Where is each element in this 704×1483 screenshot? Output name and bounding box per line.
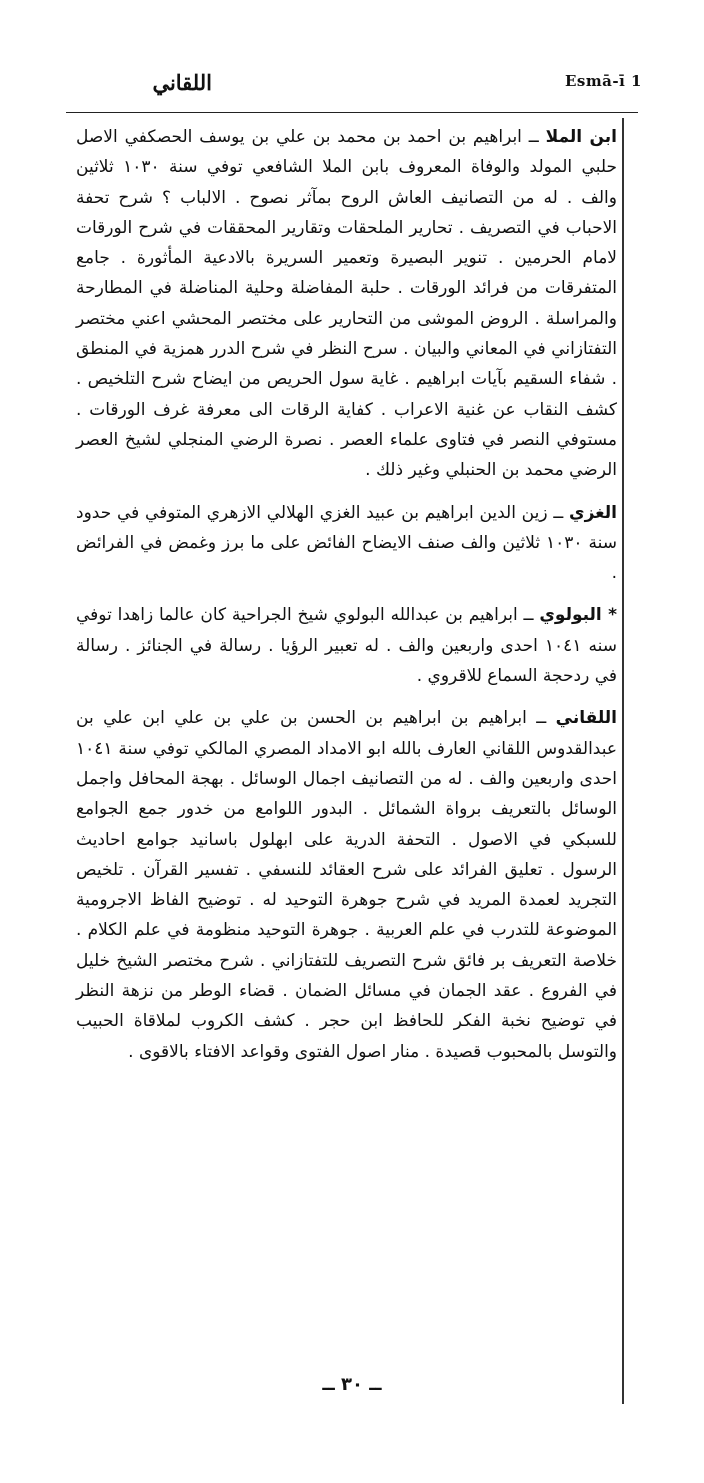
entry-text: ــ ابراهيم بن احمد بن محمد بن علي بن يوسف الحصكفي الاصل حلبي المولد والوفاة المعروف بابن الملا الشافعي توفي سنة ١٠٣٠ ثلاثين والف . له من التصانيف العاش الروح بمآثر نصوح . الالباب ؟ شرح تحفة الاحباب في التصريف . تحارير الملحقات وتقارير المحققات في شرح الورقات لامام الحرمين . تنوير البصيرة وتعمير السريرة بالادعية المأثورة . جامع المتفرقات من فرائد الورقات . حلبة المفاضلة وحلية المناضلة في المطارحة والمراسلة . الروض الموشى من التحارير على مختصر المحشي اعني مختصر التفتازاني في المعاني والبيان . سرح النظر في شرح الدرر همزية في المنطق . شفاء السقيم بآيات ابراهيم . غاية سول الحريص من ايضاح شرح التلخيص . كشف النقاب عن غنية الاعراب . كفاية الرقات الى معرفة غرف الورقات . مستوفي النصر في فتاوى علماء العصر . نصرة الرضي المنجلي لشيخ العصر الرضي محمد بن الحنبلي وغير ذلك . xyxy=(76,127,617,481)
entry-al-ghazzi xyxy=(76,498,617,589)
entry-ibn-al-mulla xyxy=(76,122,617,486)
margin-rule xyxy=(622,118,624,1404)
entry-heading: اللقاني xyxy=(555,708,617,729)
entry-heading: الغزي xyxy=(569,502,617,523)
entry-al-bolawi xyxy=(76,600,617,691)
entry-al-laqani xyxy=(76,703,617,1067)
header-rule xyxy=(66,112,638,113)
body-text xyxy=(76,122,617,1067)
entry-heading: * البولوي xyxy=(539,605,617,626)
entry-text: ــ ابراهيم بن ابراهيم بن الحسن بن علي بن علي ابن علي بن عبدالقدوس اللقاني العارف بالله ابو الامداد المصري المالكي توفي سنة ١٠٤١ احدى واربعين والف . له من التصانيف اجمال الوسائل . بهجة المحافل واجمل الوسائل بالتعريف برواة الشمائل . البدور اللوامع من خدور جمع الجوامع للسبكي في الاصول . التحفة الدرية على ابهلول باسانيد جوامع احاديث الرسول . تعليق الفرائد على شرح العقائد للنسفي . تفسير القرآن . تلخيص التجريد لعمدة المريد في شرح جوهرة التوحيد له . توضيح الفاظ الاجرومية الموضوعة للتدرب في علم العربية . جوهرة التوحيد منظومة في علم الكلام . خلاصة التعريف بر فائق شرح التصريف للتفتازاني . شرح مختصر الشيخ خليل في الفروع . عقد الجمان في مسائل الضمان . قضاء الوطر من نزهة النظر في توضيح نخبة الفكر للحافظ ابن حجر . كشف الكروب لملاقاة الحبيب والتوسل بالمحبوب قصيدة . منار اصول الفتوى وقواعد الافتاء بالاقوى . xyxy=(76,708,617,1062)
running-head xyxy=(60,70,642,100)
running-head-title: اللقاني xyxy=(152,70,212,95)
page-number: ــ ٣٠ ــ xyxy=(322,1374,382,1395)
entry-text: ــ زين الدين ابراهيم بن عبيد الغزي الهلالي الازهري المتوفي في حدود سنة ١٠٣٠ ثلاثين والف صنف الايضاح الفائض على ما برز وغمض في الفرائض . xyxy=(76,502,617,584)
entry-text: ــ ابراهيم بن عبدالله البولوي شيخ الجراحية كان عالما زاهدا توفي سنه ١٠٤١ احدى واربعين والف . له تعبير الرؤيا . رسالة في الجنائز . رسالة في ردحجة السماع للاقروي . xyxy=(76,605,617,687)
entry-heading: ابن الملا xyxy=(545,127,617,147)
running-head-code: Esmā-ī 1 xyxy=(564,72,642,90)
